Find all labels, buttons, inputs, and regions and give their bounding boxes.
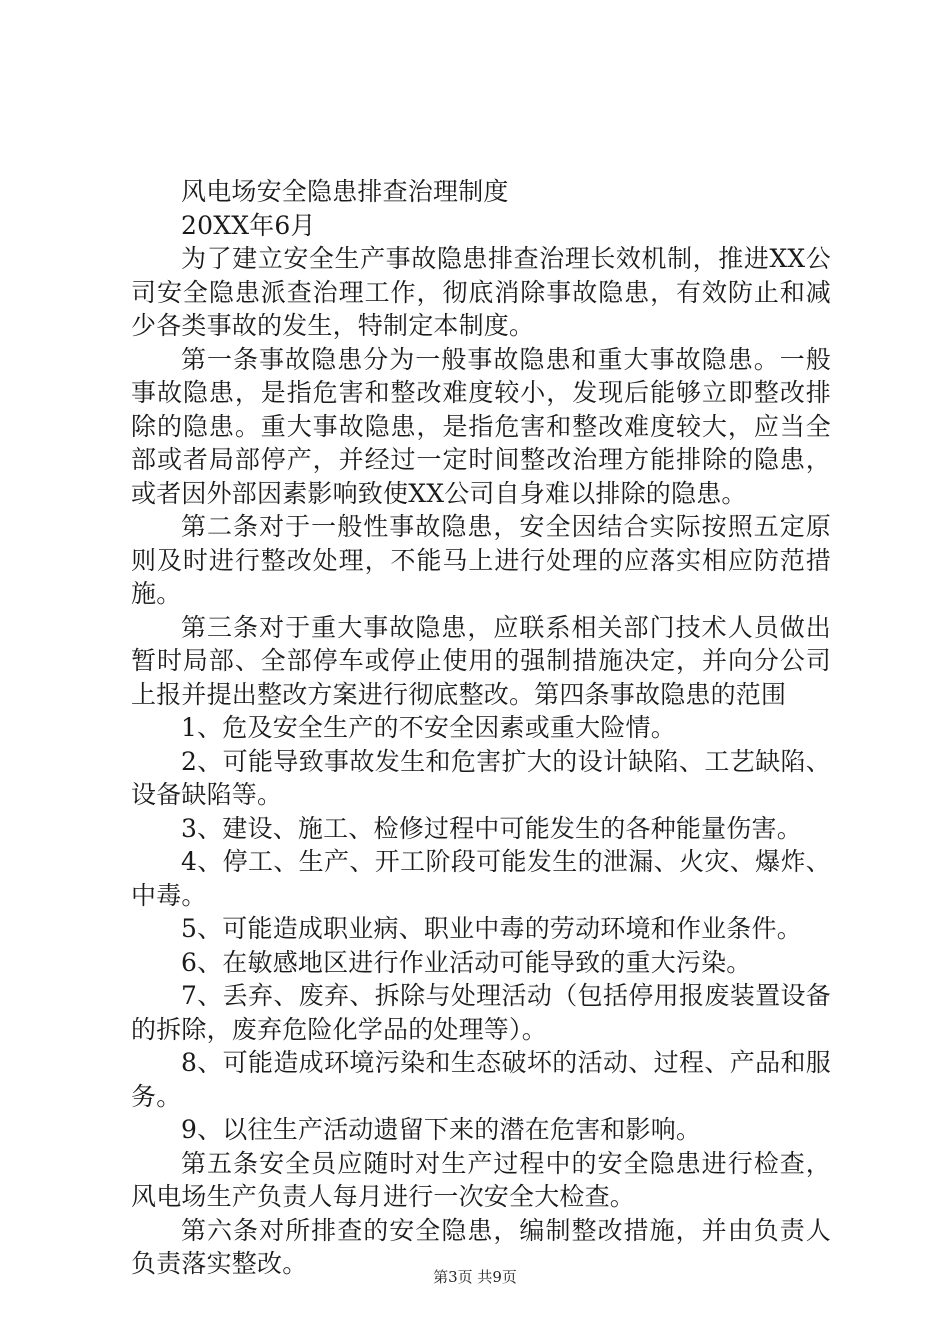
page-number-footer: 第3页 共9页 bbox=[433, 1268, 517, 1286]
list-item: 2、可能导致事故发生和危害扩大的设计缺陷、工艺缺陷、设备缺陷等。 bbox=[131, 746, 831, 809]
list-item: 5、可能造成职业病、职业中毒的劳动环境和作业条件。 bbox=[181, 914, 802, 943]
paragraph: 第六条对所排查的安全隐患，编制整改措施，并由负责人负责落实整改。 bbox=[131, 1215, 831, 1278]
list-item: 4、停工、生产、开工阶段可能发生的泄漏、火灾、爆炸、中毒。 bbox=[131, 847, 831, 910]
list-item: 3、建设、施工、检修过程中可能发生的各种能量伤害。 bbox=[181, 813, 802, 843]
paragraph: 第二条对于一般性事故隐患，安全因结合实际按照五定原则及时进行整改处理，不能马上进行处理的应落实相应防范措施。 bbox=[131, 512, 831, 608]
document-body bbox=[131, 175, 831, 1281]
paragraph: 第三条对于重大事故隐患，应联系相关部门技术人员做出暂时局部、全部停车或停止使用的强制措施决定，并向分公司上报并提出整改方案进行彻底整改。第四条事故隐患的范围 bbox=[131, 612, 831, 709]
list-item: 6、在敏感地区进行作业活动可能导致的重大污染。 bbox=[181, 947, 752, 977]
paragraph: 为了建立安全生产事故隐患排查治理长效机制，推进XX公司安全隐患派查治理工作，彻底消除事故隐患，有效防止和减少各类事故的发生，特制定本制度。 bbox=[131, 244, 831, 340]
list-item: 9、以往生产活动遗留下来的潜在危害和影响。 bbox=[181, 1115, 702, 1144]
list-item: 1、危及安全生产的不安全因素或重大险情。 bbox=[181, 713, 676, 742]
paragraph: 第五条安全员应随时对生产过程中的安全隐患进行检查，风电场生产负责人每月进行一次安全大检查。 bbox=[131, 1148, 831, 1211]
document-title: 风电场安全隐患排查治理制度 bbox=[181, 177, 509, 206]
list-item: 7、丢弃、废弃、拆除与处理活动（包括停用报废装置设备的拆除，废弃危险化学品的处理等）。 bbox=[131, 981, 831, 1044]
paragraph: 第一条事故隐患分为一般事故隐患和重大事故隐患。一般事故隐患，是指危害和整改难度较小，发现后能够立即整改排除的隐患。重大事故隐患，是指危害和整改难度较大，应当全部或者局部停产，并经过一定时间整改治理方能排除的隐患，或者因外部因素影响致使XX公司自身难以排除的隐患。 bbox=[131, 344, 831, 508]
list-item: 8、可能造成环境污染和生态破坏的活动、过程、产品和服务。 bbox=[131, 1048, 831, 1111]
document-date: 20XX年6月 bbox=[181, 210, 316, 240]
